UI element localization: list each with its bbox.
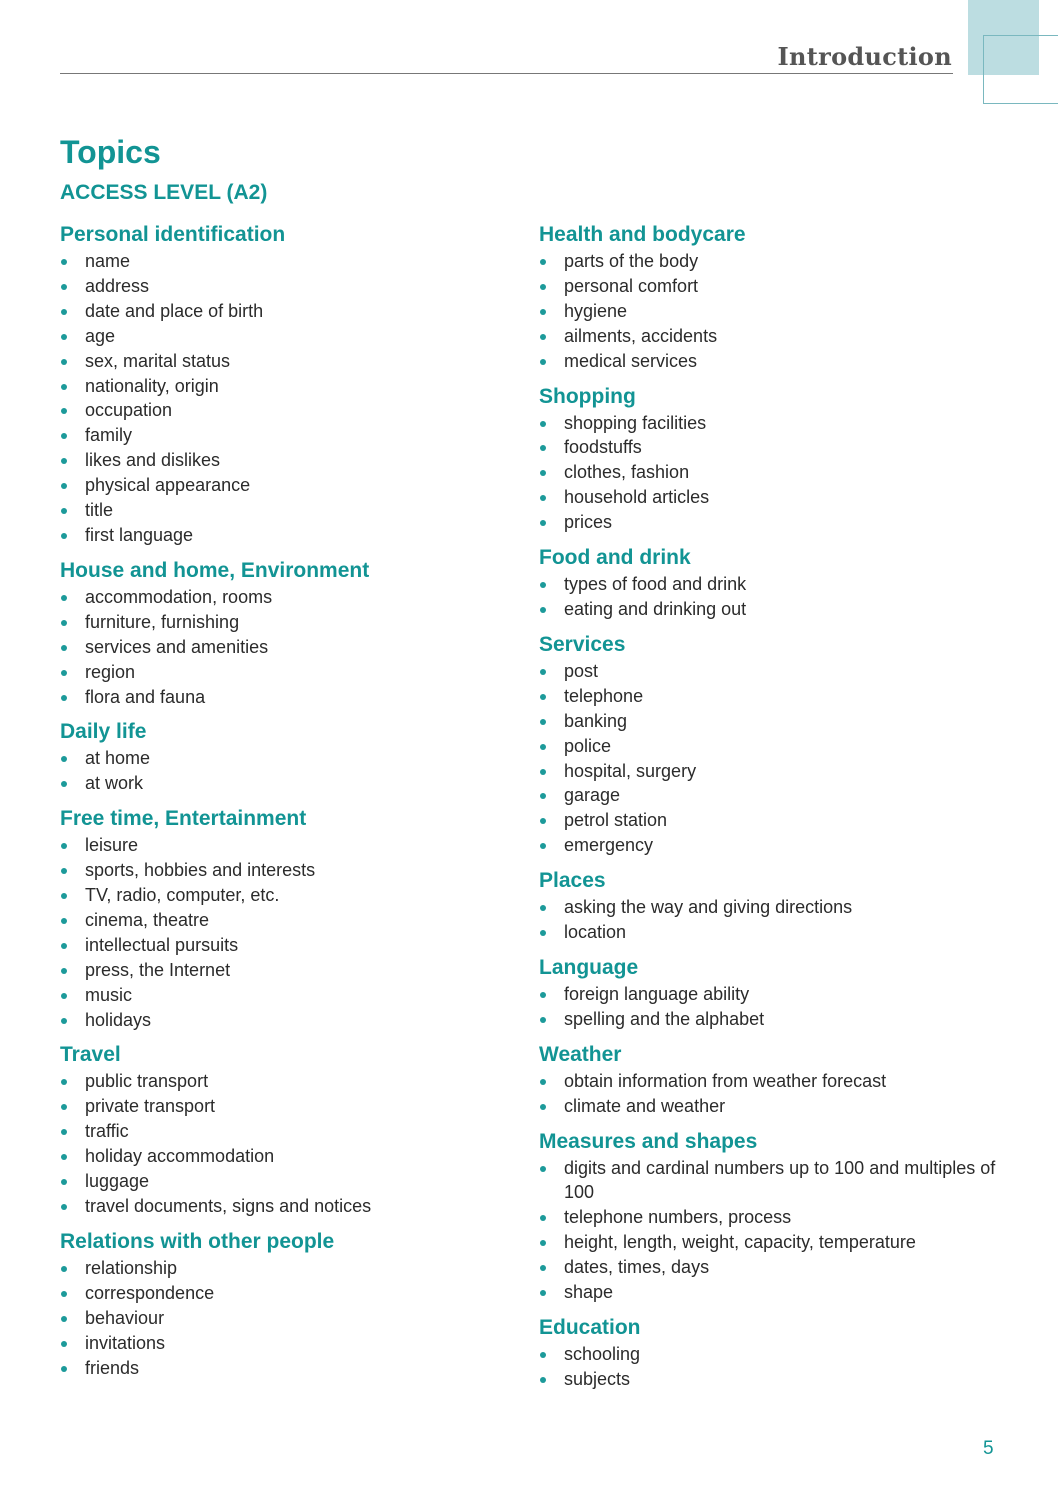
header-divider: [60, 73, 953, 74]
section-heading: Relations with other people: [60, 1229, 335, 1253]
list-item: foodstuffs: [539, 435, 999, 460]
section-heading: Language: [539, 955, 639, 979]
list-item: sex, marital status: [60, 349, 520, 374]
section-heading: Weather: [539, 1042, 622, 1066]
list-item: music: [60, 983, 520, 1008]
list-item: emergency: [539, 833, 999, 858]
topic-list: [539, 895, 999, 945]
section-heading: Daily life: [60, 720, 147, 744]
list-item: physical appearance: [60, 473, 520, 498]
list-item: holiday accommodation: [60, 1144, 520, 1169]
list-item: sports, hobbies and interests: [60, 858, 520, 883]
topic-list: [539, 1342, 999, 1392]
list-item: occupation: [60, 398, 520, 423]
running-header: Introduction: [777, 42, 952, 71]
list-item: region: [60, 660, 520, 685]
list-item: spelling and the alphabet: [539, 1007, 999, 1032]
section-heading: Food and drink: [539, 546, 691, 570]
right-topic-column: [539, 222, 999, 1402]
section-heading: House and home, Environment: [60, 558, 370, 582]
topic-section-house-and-home-environment: [60, 558, 520, 710]
topic-section-services: [539, 632, 999, 858]
topic-list: [60, 249, 520, 548]
list-item: intellectual pursuits: [60, 933, 520, 958]
topic-list: [539, 1156, 999, 1305]
list-item: eating and drinking out: [539, 597, 999, 622]
corner-decoration-outline: [983, 35, 1058, 104]
list-item: public transport: [60, 1069, 520, 1094]
topic-list: [539, 411, 999, 536]
list-item: age: [60, 324, 520, 349]
list-item: shopping facilities: [539, 411, 999, 436]
list-item: dates, times, days: [539, 1255, 999, 1280]
list-item: family: [60, 423, 520, 448]
topic-list: [539, 572, 999, 622]
topic-section-education: [539, 1315, 999, 1392]
list-item: correspondence: [60, 1281, 520, 1306]
left-topic-column: [60, 222, 520, 1390]
list-item: shape: [539, 1280, 999, 1305]
list-item: flora and fauna: [60, 685, 520, 710]
list-item: telephone: [539, 684, 999, 709]
topic-list: [60, 833, 520, 1032]
topic-section-language: [539, 955, 999, 1032]
list-item: name: [60, 249, 520, 274]
list-item: parts of the body: [539, 249, 999, 274]
topic-list: [539, 659, 999, 858]
section-heading: Personal identification: [60, 223, 286, 246]
list-item: behaviour: [60, 1306, 520, 1331]
level-subtitle: ACCESS LEVEL (A2): [60, 181, 268, 204]
list-item: banking: [539, 709, 999, 734]
section-heading: Travel: [60, 1043, 121, 1067]
list-item: at home: [60, 746, 520, 771]
topic-list: [539, 1069, 999, 1119]
list-item: subjects: [539, 1367, 999, 1392]
topic-section-weather: [539, 1042, 999, 1119]
section-heading: Free time, Entertainment: [60, 807, 307, 831]
list-item: household articles: [539, 485, 999, 510]
list-item: petrol station: [539, 808, 999, 833]
list-item: services and amenities: [60, 635, 520, 660]
list-item: likes and dislikes: [60, 448, 520, 473]
topic-list: [539, 249, 999, 374]
topic-list: [60, 585, 520, 710]
list-item: address: [60, 274, 520, 299]
list-item: digits and cardinal numbers up to 100 and multiples of 100: [539, 1156, 999, 1206]
list-item: asking the way and giving directions: [539, 895, 999, 920]
list-item: clothes, fashion: [539, 460, 999, 485]
list-item: luggage: [60, 1169, 520, 1194]
topic-section-travel: [60, 1042, 520, 1218]
list-item: police: [539, 734, 999, 759]
topic-section-health-and-bodycare: [539, 222, 999, 374]
topic-section-personal-identification: [60, 222, 520, 548]
section-heading: Shopping: [539, 384, 636, 408]
list-item: types of food and drink: [539, 572, 999, 597]
list-item: leisure: [60, 833, 520, 858]
list-item: title: [60, 498, 520, 523]
list-item: accommodation, rooms: [60, 585, 520, 610]
list-item: prices: [539, 510, 999, 535]
page-number: 5: [983, 1438, 994, 1459]
topic-list: [60, 746, 520, 796]
topic-section-free-time-entertainment: [60, 806, 520, 1032]
topic-section-places: [539, 868, 999, 945]
list-item: garage: [539, 783, 999, 808]
topic-section-measures-and-shapes: [539, 1129, 999, 1305]
topic-list: [60, 1069, 520, 1218]
section-heading: Services: [539, 632, 626, 656]
page-title: Topics: [60, 134, 161, 170]
topic-list: [539, 982, 999, 1032]
list-item: at work: [60, 771, 520, 796]
list-item: TV, radio, computer, etc.: [60, 883, 520, 908]
topic-section-daily-life: [60, 719, 520, 796]
list-item: travel documents, signs and notices: [60, 1194, 520, 1219]
list-item: date and place of birth: [60, 299, 520, 324]
list-item: traffic: [60, 1119, 520, 1144]
list-item: schooling: [539, 1342, 999, 1367]
list-item: medical services: [539, 349, 999, 374]
list-item: personal comfort: [539, 274, 999, 299]
list-item: press, the Internet: [60, 958, 520, 983]
topic-section-food-and-drink: [539, 545, 999, 622]
list-item: relationship: [60, 1256, 520, 1281]
list-item: friends: [60, 1356, 520, 1381]
list-item: ailments, accidents: [539, 324, 999, 349]
list-item: obtain information from weather forecast: [539, 1069, 999, 1094]
topic-list: [60, 1256, 520, 1381]
topic-section-relations-with-other-people: [60, 1229, 520, 1381]
list-item: invitations: [60, 1331, 520, 1356]
topic-section-shopping: [539, 384, 999, 536]
list-item: hospital, surgery: [539, 759, 999, 784]
list-item: first language: [60, 523, 520, 548]
section-heading: Education: [539, 1316, 641, 1339]
list-item: cinema, theatre: [60, 908, 520, 933]
section-heading: Measures and shapes: [539, 1129, 758, 1153]
list-item: telephone numbers, process: [539, 1205, 999, 1230]
list-item: climate and weather: [539, 1094, 999, 1119]
list-item: hygiene: [539, 299, 999, 324]
section-heading: Health and bodycare: [539, 223, 746, 246]
list-item: foreign language ability: [539, 982, 999, 1007]
list-item: height, length, weight, capacity, temperature: [539, 1230, 999, 1255]
list-item: post: [539, 659, 999, 684]
list-item: location: [539, 920, 999, 945]
list-item: furniture, furnishing: [60, 610, 520, 635]
list-item: private transport: [60, 1094, 520, 1119]
section-heading: Places: [539, 869, 606, 893]
list-item: nationality, origin: [60, 374, 520, 399]
list-item: holidays: [60, 1008, 520, 1033]
